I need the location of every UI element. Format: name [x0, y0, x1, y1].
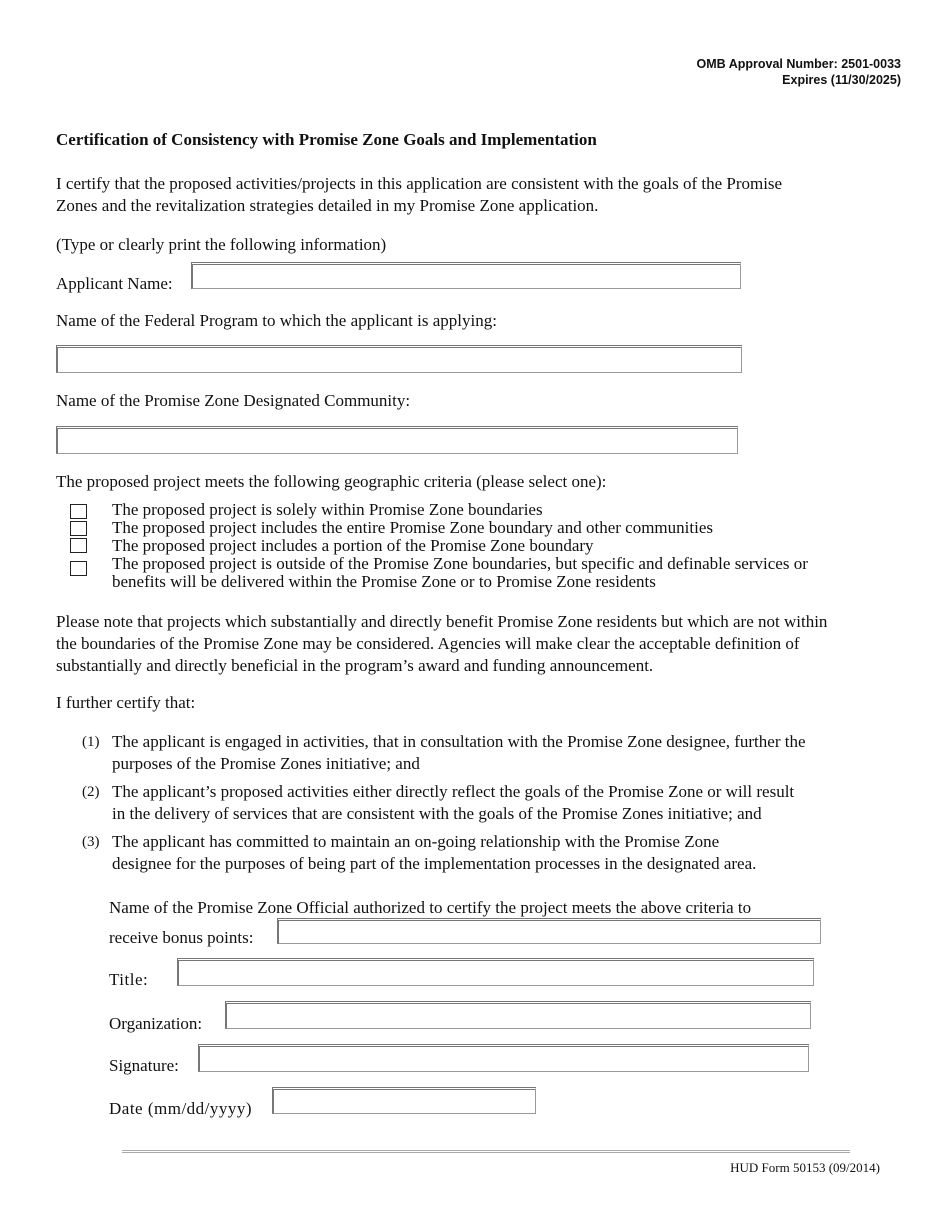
note-line: Please note that projects which substantially and directly benefit Promise Zone residents but which are not within	[56, 612, 828, 631]
signature-label: Signature:	[109, 1056, 179, 1075]
criteria-checkbox-within[interactable]	[70, 504, 87, 519]
date-field[interactable]	[272, 1087, 536, 1114]
criteria-checkbox-entire[interactable]	[70, 521, 87, 536]
title-field[interactable]	[177, 958, 814, 986]
criteria-option-within: The proposed project is solely within Promise Zone boundaries	[112, 500, 543, 519]
certify-item-line: purposes of the Promise Zones initiative; and	[112, 754, 420, 773]
page-title: Certification of Consistency with Promise Zone Goals and Implementation	[56, 130, 597, 149]
note-paragraph	[56, 611, 827, 677]
criteria-checkbox-outside[interactable]	[70, 561, 87, 576]
omb-expiration: Expires (11/30/2025)	[782, 73, 901, 87]
applicant-name-field[interactable]	[191, 262, 741, 289]
federal-program-field[interactable]	[56, 345, 742, 373]
community-label: Name of the Promise Zone Designated Community:	[56, 391, 411, 410]
instruction-text: (Type or clearly print the following information)	[56, 235, 387, 254]
community-field[interactable]	[56, 426, 738, 454]
omb-header	[697, 56, 901, 88]
certify-item-line: The applicant is engaged in activities, that in consultation with the Promise Zone designee, further the	[112, 732, 806, 751]
official-name-field[interactable]	[277, 918, 821, 944]
certify-item-line: The applicant’s proposed activities either directly reflect the goals of the Promise Zone or will result	[112, 782, 795, 801]
criteria-prompt: The proposed project meets the following geographic criteria (please select one):	[56, 472, 607, 491]
organization-field[interactable]	[225, 1001, 811, 1029]
certify-item-line: designee for the purposes of being part of the implementation processes in the designated area.	[112, 854, 757, 873]
omb-approval-number: OMB Approval Number: 2501-0033	[696, 57, 901, 71]
certify-item-line: in the delivery of services that are consistent with the goals of the Promise Zones initiative; and	[112, 804, 762, 823]
applicant-name-label: Applicant Name:	[56, 274, 173, 293]
intro-line: I certify that the proposed activities/projects in this application are consistent with the goals of the Promise	[56, 174, 783, 193]
certify-item	[112, 731, 806, 775]
note-line: the boundaries of the Promise Zone may be considered. Agencies will make clear the acceptable definition of	[56, 634, 800, 653]
note-line: substantially and directly beneficial in the program’s award and funding announcement.	[56, 656, 654, 675]
date-label: Date (mm/dd/yyyy)	[109, 1099, 253, 1118]
criteria-option-entire: The proposed project includes the entire Promise Zone boundary and other communities	[112, 518, 713, 537]
form-number: HUD Form 50153 (09/2014)	[730, 1160, 880, 1175]
item-number: (3)	[82, 834, 100, 850]
item-number: (2)	[82, 784, 100, 800]
certify-item	[112, 781, 794, 825]
intro-paragraph	[56, 173, 782, 217]
intro-line: Zones and the revitalization strategies detailed in my Promise Zone application.	[56, 196, 599, 215]
criteria-checkbox-portion[interactable]	[70, 538, 87, 553]
further-certify-heading: I further certify that:	[56, 693, 196, 712]
criteria-option-portion: The proposed project includes a portion of the Promise Zone boundary	[112, 536, 594, 555]
criteria-option-outside: The proposed project is outside of the Promise Zone boundaries, but specific and definable services or	[112, 554, 808, 573]
item-number: (1)	[82, 734, 100, 750]
federal-program-label: Name of the Federal Program to which the applicant is applying:	[56, 311, 497, 330]
footer-divider	[122, 1150, 850, 1153]
organization-label: Organization:	[109, 1014, 203, 1033]
official-name-label: Name of the Promise Zone Official authorized to certify the project meets the above criteria to	[109, 898, 752, 917]
official-name-label-cont: receive bonus points:	[109, 928, 254, 947]
title-label: Title:	[109, 970, 149, 989]
certify-item-line: The applicant has committed to maintain an on-going relationship with the Promise Zone	[112, 832, 720, 851]
signature-field[interactable]	[198, 1044, 809, 1072]
certify-item	[112, 831, 756, 875]
criteria-option-outside-cont: benefits will be delivered within the Promise Zone or to Promise Zone residents	[112, 572, 656, 591]
